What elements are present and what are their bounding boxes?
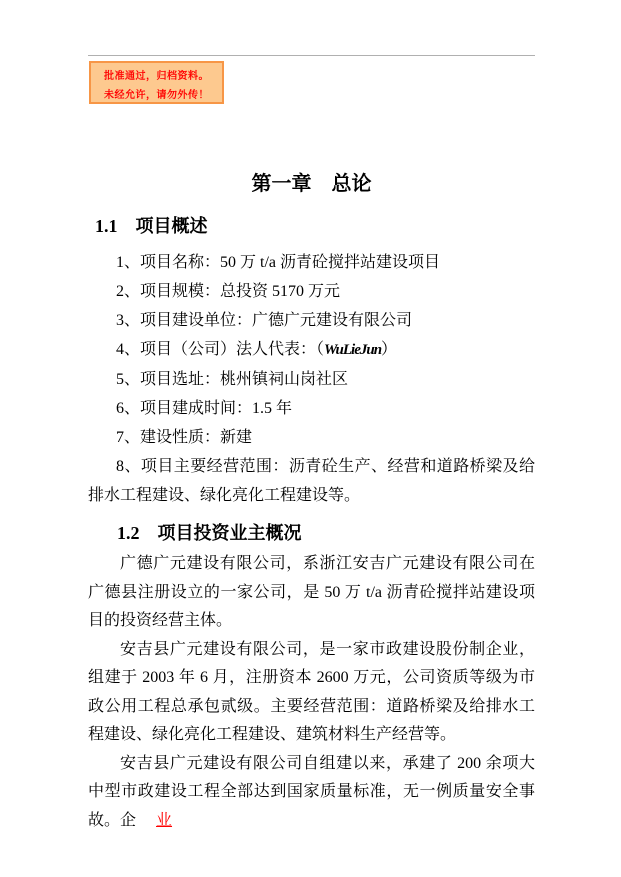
signature-script: WuLieJun (324, 342, 382, 358)
stamp-line-1: 批准通过，归档资料。 (104, 71, 209, 82)
hyperlink-char[interactable]: 业 (156, 811, 173, 829)
paragraph-text: 安吉县广元建设有限公司自组建以来，承建了 200 余项大中型市政建设工程全部达到国家质量标准，无一例质量安全事故。企 (88, 754, 535, 829)
list-item-business-scope: 8、项目主要经营范围：沥青砼生产、经营和道路桥梁及给排水工程建设、绿化亮化工程建设等。 (88, 458, 535, 504)
section-heading-1-2: 1.2 项目投资业主概况 (117, 523, 302, 543)
section-heading-1-1: 1.1 项目概述 (95, 216, 208, 236)
approval-stamp (89, 61, 224, 104)
list-item-legal-representative (88, 335, 535, 365)
list-item-project-name: 1、项目名称：50 万 t/a 沥青砼搅拌站建设项目 (116, 254, 440, 271)
paragraph-company-profile: 安吉县广元建设有限公司，是一家市政建设股份制企业，组建于 2003 年 6 月，注册资本 2600 万元，公司资质等级为市政公用工程总承包贰级。主要经营范围：道路桥梁及给排水工程建设、绿化亮化工程建设、建筑材料生产经营等。 (88, 640, 535, 743)
stamp-line-2: 未经允许，请勿外传！ (104, 90, 209, 101)
list-item-project-scale: 2、项目规模：总投资 5170 万元 (116, 283, 341, 300)
list-item-project-site: 5、项目选址：桃州镇祠山岗社区 (116, 371, 349, 388)
horizontal-rule (88, 55, 535, 56)
list-item-completion-time: 6、项目建成时间：1.5 年 (116, 400, 293, 417)
document-content (88, 168, 535, 835)
list-item-construction-unit: 3、项目建设单位：广德广元建设有限公司 (116, 312, 413, 329)
list-item-construction-nature: 7、建设性质：新建 (116, 429, 253, 446)
list-item-text: ） (381, 341, 398, 358)
paragraph-company-record (88, 750, 535, 836)
list-item-text: 4、项目（公司）法人代表：（ (116, 341, 325, 358)
paragraph-investor-intro: 广德广元建设有限公司，系浙江安吉广元建设有限公司在广德县注册设立的一家公司，是 50 万 t/a 沥青砼搅拌站建设项目的投资经营主体。 (88, 555, 535, 629)
chapter-title: 第一章 总论 (251, 173, 372, 195)
